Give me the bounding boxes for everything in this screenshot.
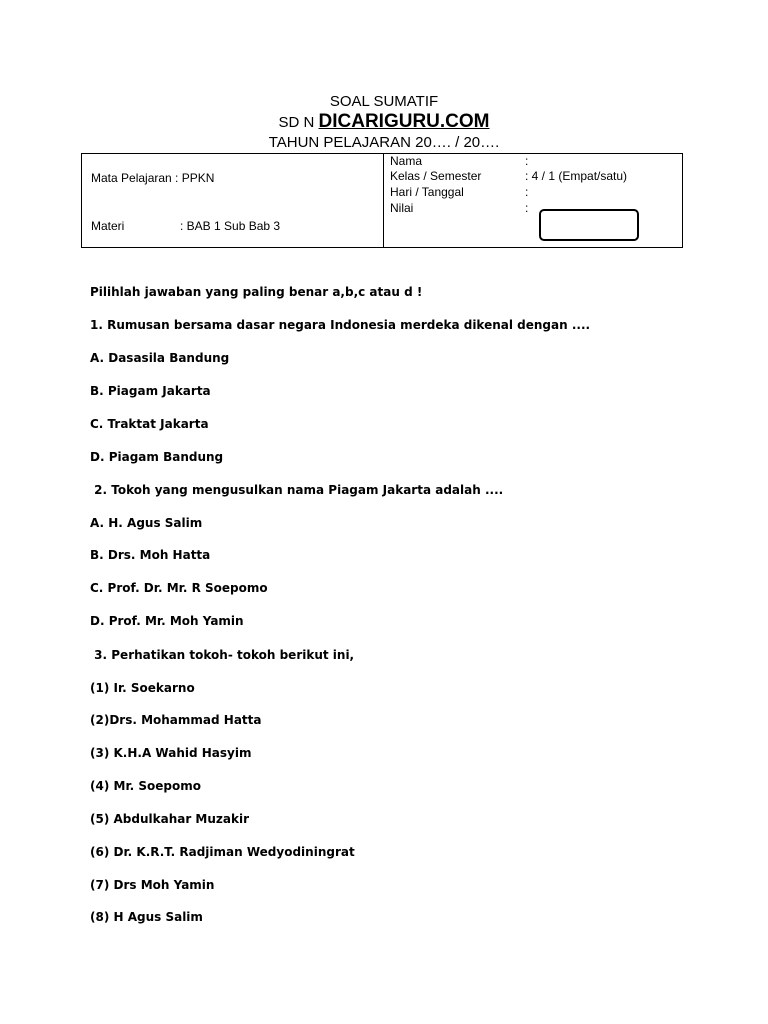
list-item-1: (1) Ir. Soekarno xyxy=(90,681,195,695)
subject-info xyxy=(82,154,384,247)
option-1a: A. Dasasila Bandung xyxy=(90,351,230,365)
list-item-5: (5) Abdulkahar Muzakir xyxy=(90,812,250,826)
option-1c: C. Traktat Jakarta xyxy=(90,417,209,431)
field-value-name[interactable]: : xyxy=(525,154,529,168)
option-2c: C. Prof. Dr. Mr. R Soepomo xyxy=(90,581,268,595)
list-item-2: (2)Drs. Mohammad Hatta xyxy=(90,713,262,727)
field-value-score: : xyxy=(525,201,529,215)
option-1d: D. Piagam Bandung xyxy=(90,450,224,464)
field-label-date: Hari / Tanggal xyxy=(390,185,464,199)
list-item-6: (6) Dr. K.R.T. Radjiman Wedyodiningrat xyxy=(90,845,355,859)
school-name: DICARIGURU.COM xyxy=(318,111,490,132)
field-label-class: Kelas / Semester xyxy=(390,169,482,183)
question-3: 3. Perhatikan tokoh- tokoh berikut ini, xyxy=(90,648,355,662)
option-2d: D. Prof. Mr. Moh Yamin xyxy=(90,614,244,628)
field-label-score: Nilai xyxy=(390,201,414,215)
subject-label: Mata Pelajaran : PPKN xyxy=(91,171,215,185)
field-value-date[interactable]: : xyxy=(525,185,529,199)
school-prefix: SD N xyxy=(278,114,315,131)
student-fields xyxy=(384,154,682,247)
instruction-text: Pilihlah jawaban yang paling benar a,b,c atau d ! xyxy=(90,285,423,299)
document-title: SOAL SUMATIF xyxy=(329,93,439,110)
material-label: Materi xyxy=(91,219,125,233)
material-value: : BAB 1 Sub Bab 3 xyxy=(180,219,281,233)
list-item-3: (3) K.H.A Wahid Hasyim xyxy=(90,746,252,760)
material-row xyxy=(91,219,281,233)
academic-year: TAHUN PELAJARAN 20…. / 20…. xyxy=(268,134,500,151)
student-info-box xyxy=(81,153,683,248)
list-item-8: (8) H Agus Salim xyxy=(90,910,203,924)
field-value-class: : 4 / 1 (Empat/satu) xyxy=(525,169,628,183)
school-line xyxy=(0,111,768,133)
field-label-name: Nama xyxy=(390,154,423,168)
question-1: 1. Rumusan bersama dasar negara Indonesia merdeka dikenal dengan .... xyxy=(90,318,591,332)
question-2: 2. Tokoh yang mengusulkan nama Piagam Jakarta adalah .... xyxy=(90,483,504,497)
option-2b: B. Drs. Moh Hatta xyxy=(90,548,211,562)
option-1b: B. Piagam Jakarta xyxy=(90,384,211,398)
option-2a: A. H. Agus Salim xyxy=(90,516,203,530)
list-item-4: (4) Mr. Soepomo xyxy=(90,779,201,793)
list-item-7: (7) Drs Moh Yamin xyxy=(90,878,215,892)
score-box[interactable] xyxy=(539,209,639,241)
